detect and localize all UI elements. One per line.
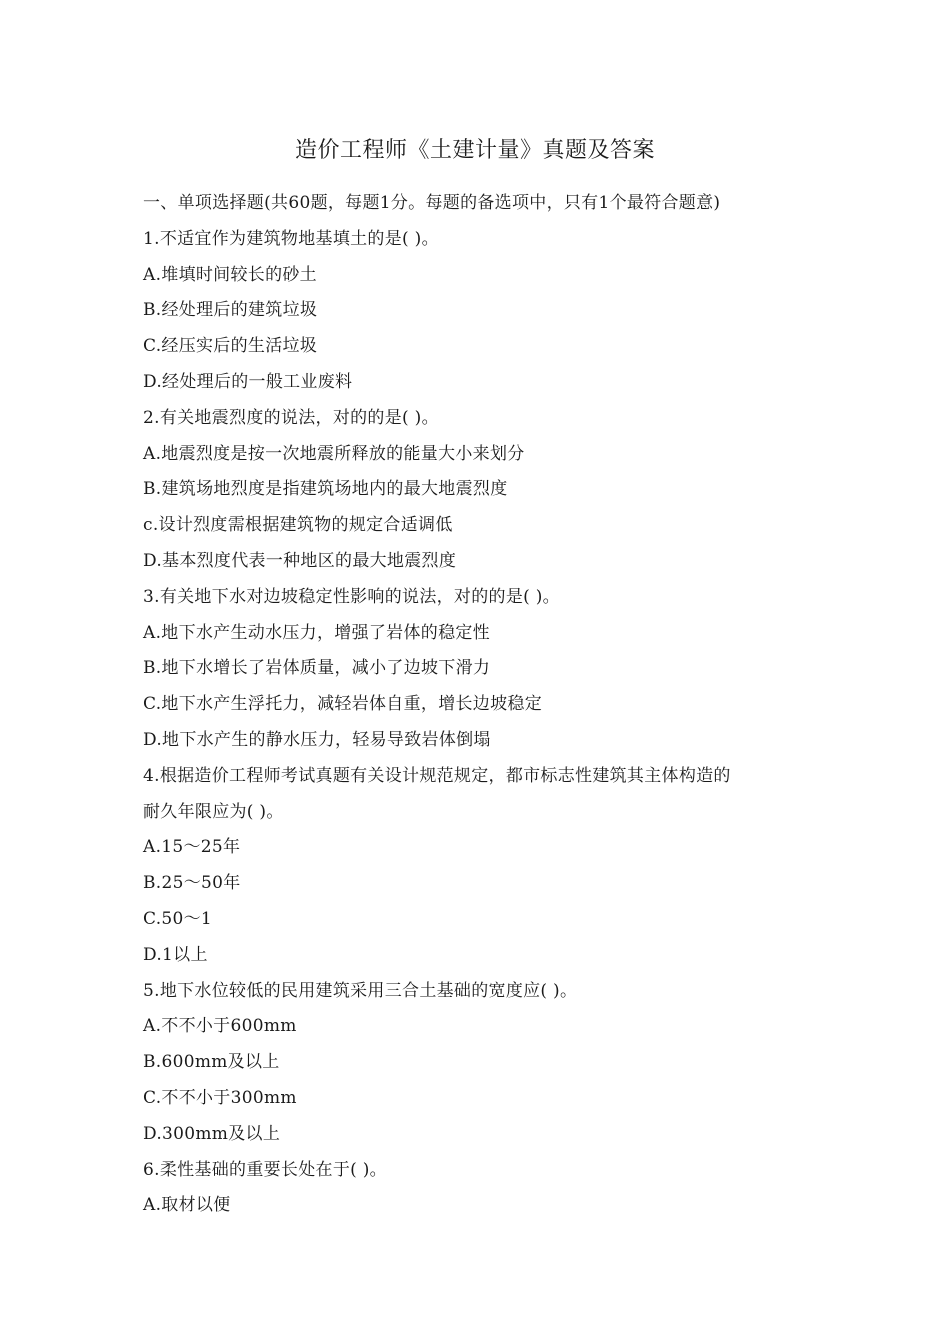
question-2-option-d: D.基本烈度代表一种地区的最大地震烈度 bbox=[143, 550, 457, 571]
question-6-option-a: A.取材以便 bbox=[143, 1195, 231, 1216]
document-body bbox=[143, 186, 813, 1224]
question-5-option-d: D.300mm及以上 bbox=[143, 1123, 281, 1144]
question-3: 3.有关地下水对边坡稳定性影响的说法，对的的是( )。 bbox=[143, 586, 560, 607]
question-5-option-a: A.不不小于600mm bbox=[143, 1016, 297, 1037]
question-2: 2.有关地震烈度的说法，对的的是( )。 bbox=[143, 407, 439, 428]
question-1-option-d: D.经处理后的一般工业废料 bbox=[143, 371, 353, 392]
question-5: 5.地下水位较低的民用建筑采用三合土基础的宽度应( )。 bbox=[143, 980, 578, 1001]
question-1-option-a: A.堆填时间较长的砂土 bbox=[143, 264, 317, 285]
question-6: 6.柔性基础的重要长处在于( )。 bbox=[143, 1159, 387, 1180]
question-2-option-b: B.建筑场地烈度是指建筑场地内的最大地震烈度 bbox=[143, 479, 508, 500]
document-title: 造价工程师《土建计量》真题及答案 bbox=[294, 138, 655, 163]
question-4-option-a: A.15～25年 bbox=[143, 837, 241, 858]
question-3-option-a: A.地下水产生动水压力，增强了岩体的稳定性 bbox=[143, 622, 490, 643]
question-2-option-c: c.设计烈度需根据建筑物的规定合适调低 bbox=[143, 515, 453, 536]
question-2-option-a: A.地震烈度是按一次地震所释放的能量大小来划分 bbox=[143, 443, 525, 464]
question-3-option-c: C.地下水产生浮托力，减轻岩体自重，增长边坡稳定 bbox=[143, 694, 543, 715]
question-3-option-b: B.地下水增长了岩体质量，减小了边坡下滑力 bbox=[143, 658, 491, 679]
question-4-option-d: D.1以上 bbox=[143, 944, 208, 965]
section-heading: 一、单项选择题(共60题，每题1分。每题的备选项中，只有1个最符合题意) bbox=[143, 193, 721, 213]
question-1-option-c: C.经压实后的生活垃圾 bbox=[143, 336, 318, 357]
question-5-option-b: B.600mm及以上 bbox=[143, 1052, 280, 1073]
question-5-option-c: C.不不小于300mm bbox=[143, 1087, 297, 1108]
question-1: 1.不适宜作为建筑物地基填土的是( )。 bbox=[143, 228, 439, 249]
question-4-option-c: C.50～1 bbox=[143, 908, 213, 929]
question-4-continuation: 耐久年限应为( )。 bbox=[143, 801, 284, 822]
question-4-option-b: B.25～50年 bbox=[143, 873, 241, 894]
question-4: 4.根据造价工程师考试真题有关设计规范规定，都市标志性建筑其主体构造的 bbox=[143, 765, 731, 786]
question-1-option-b: B.经处理后的建筑垃圾 bbox=[143, 300, 318, 321]
question-3-option-d: D.地下水产生的静水压力，轻易导致岩体倒塌 bbox=[143, 729, 491, 750]
